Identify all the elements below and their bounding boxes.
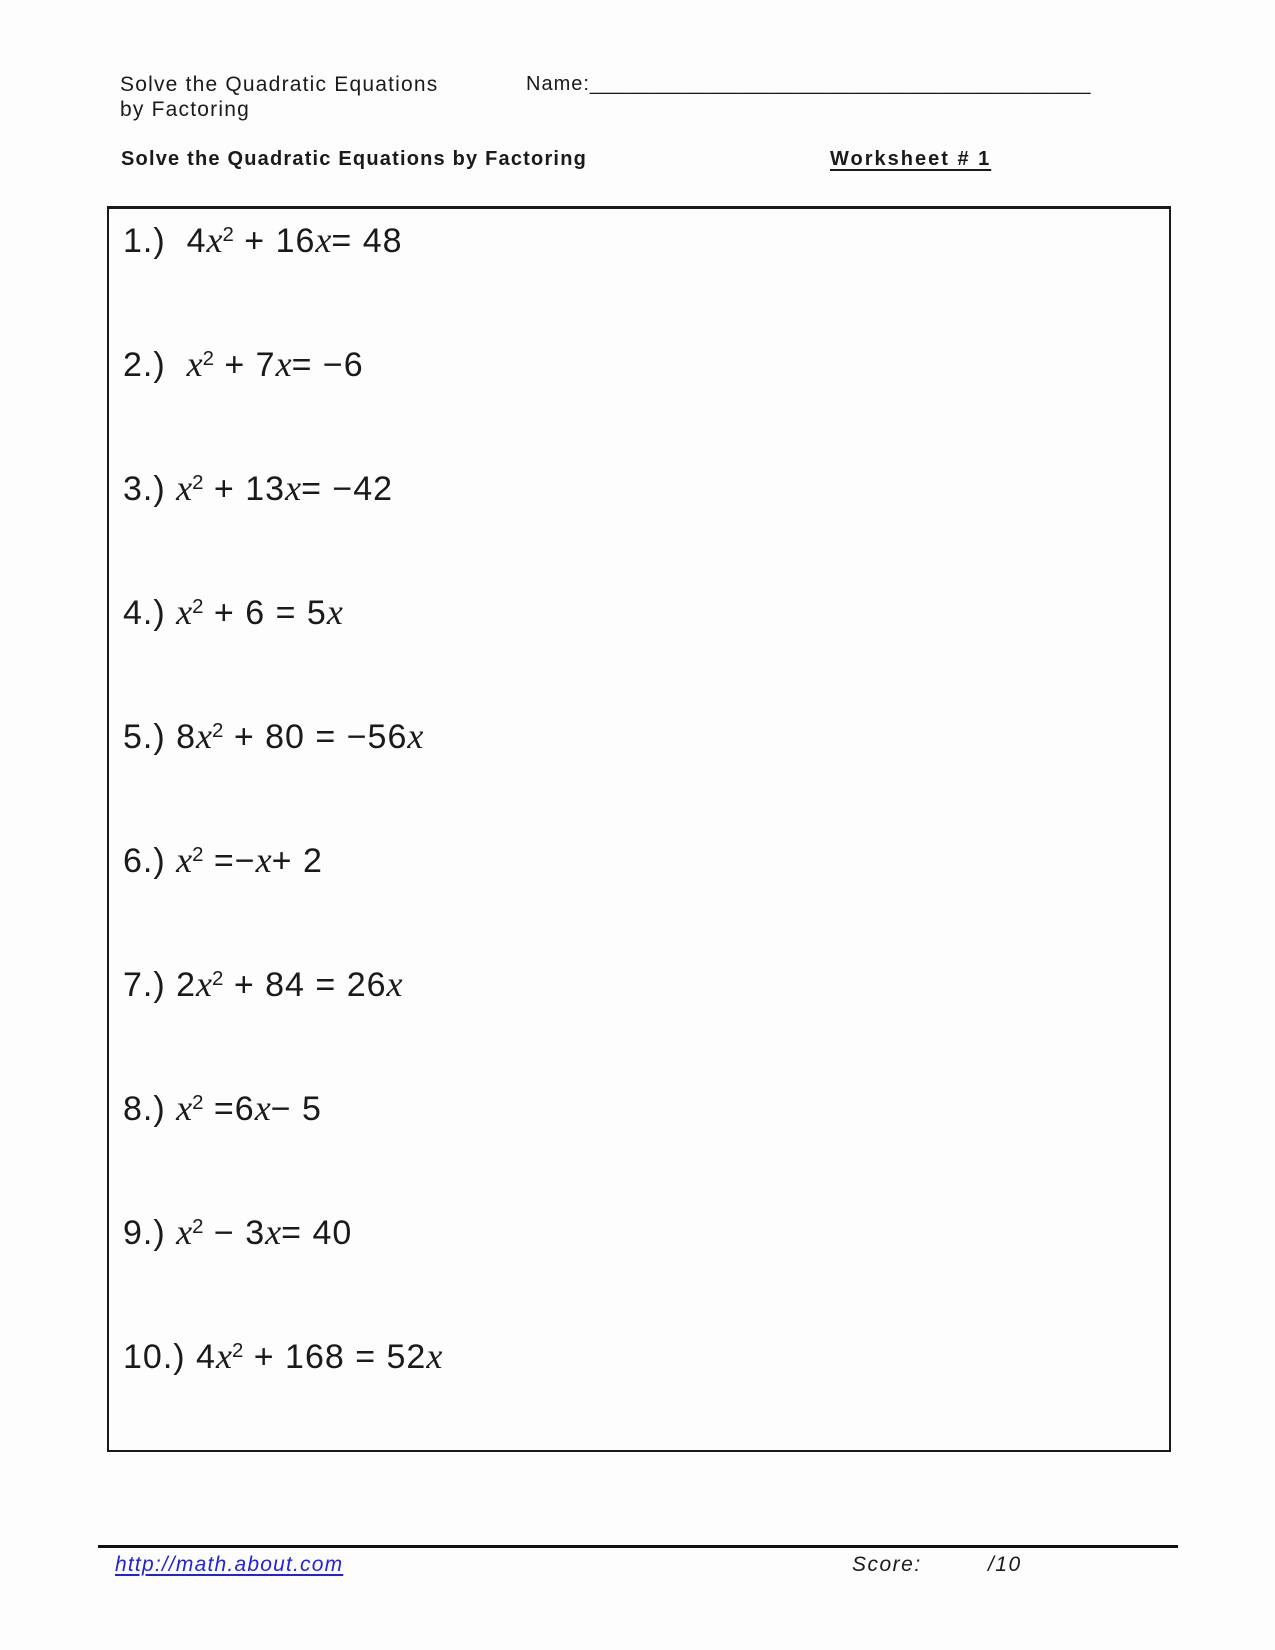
variable-x: x <box>254 1088 271 1129</box>
variable-x: x <box>176 468 193 509</box>
equation: $x^2 =-x+ 2$ <box>176 840 323 881</box>
problem-number: 10.) <box>123 1338 186 1377</box>
exponent: 2 <box>192 1092 204 1114</box>
variable-x: x <box>255 840 272 881</box>
worksheet-title: Solve the Quadratic Equations by Factoring <box>121 148 588 170</box>
problem-number: 3.) <box>123 470 166 509</box>
variable-x: x <box>176 1212 193 1253</box>
equation: $x^2 + 13x= -42$ <box>176 468 394 509</box>
variable-x: x <box>426 1336 443 1377</box>
problem-number: 1.) <box>123 222 166 261</box>
problem-1 <box>123 213 403 263</box>
variable-x: x <box>326 592 343 633</box>
problem-number: 5.) <box>123 718 166 757</box>
exponent: 2 <box>212 720 224 742</box>
variable-x: x <box>196 964 213 1005</box>
equation: $8x^2 + 80 = -56x$ <box>165 716 424 757</box>
variable-x: x <box>186 344 203 385</box>
variable-x: x <box>196 716 213 757</box>
problem-number: 2.) <box>123 346 166 385</box>
problem-3 <box>123 461 393 511</box>
exponent: 2 <box>222 224 234 246</box>
footer-source-link[interactable]: http://math.about.com <box>115 1553 344 1576</box>
variable-x: x <box>206 220 223 261</box>
variable-x: x <box>275 344 292 385</box>
problem-number: 7.) <box>123 966 166 1005</box>
equation: $x^2 + 6 = 5x$ <box>176 592 343 633</box>
course-heading <box>120 72 438 122</box>
exponent: 2 <box>212 968 224 990</box>
name-label: Name: <box>526 73 590 95</box>
problem-number: 9.) <box>123 1214 166 1253</box>
equation: $4x^2 + 16x= 48$ <box>165 220 403 261</box>
equation: $4x^2 + 168 = 52x$ <box>185 1336 443 1377</box>
problem-4 <box>123 585 343 635</box>
equation: $2x^2 + 84 = 26x$ <box>165 964 403 1005</box>
variable-x: x <box>176 592 193 633</box>
problem-number: 4.) <box>123 594 166 633</box>
problem-number: 8.) <box>123 1090 166 1129</box>
exponent: 2 <box>231 1340 244 1362</box>
score-value: /10 <box>988 1553 1022 1576</box>
equation: $x^2 - 3x= 40$ <box>176 1212 353 1253</box>
footer-divider <box>98 1545 1178 1548</box>
variable-x: x <box>315 220 332 261</box>
course-heading-line1: Solve the Quadratic Equations <box>120 73 439 96</box>
equation: $x^2 + 7x= -6$ <box>186 344 364 385</box>
name-blank-line: _____________________________________________ <box>589 73 1091 95</box>
variable-x: x <box>285 468 302 509</box>
worksheet-number: Worksheet # 1 <box>830 148 992 170</box>
variable-x: x <box>265 1212 282 1253</box>
equation: $x^2 =6x- 5$ <box>176 1088 322 1129</box>
problem-6 <box>123 833 323 883</box>
problem-7 <box>123 957 403 1007</box>
variable-x: x <box>176 1088 193 1129</box>
score-label: Score: <box>852 1553 922 1576</box>
problem-number: 6.) <box>123 842 166 881</box>
problem-2 <box>123 337 364 387</box>
exponent: 2 <box>192 1216 204 1238</box>
problem-10 <box>123 1329 442 1379</box>
problem-9 <box>123 1205 352 1255</box>
exponent: 2 <box>192 596 204 618</box>
variable-x: x <box>407 716 424 757</box>
exponent: 2 <box>202 348 214 370</box>
problem-8 <box>123 1081 322 1131</box>
variable-x: x <box>176 840 193 881</box>
exponent: 2 <box>192 472 204 494</box>
name-row <box>526 72 1146 97</box>
course-heading-line2: by Factoring <box>120 98 250 121</box>
variable-x: x <box>215 1336 232 1377</box>
exponent: 2 <box>192 844 204 866</box>
variable-x: x <box>386 964 403 1005</box>
problem-5 <box>123 709 423 759</box>
problems-box <box>107 206 1171 1452</box>
